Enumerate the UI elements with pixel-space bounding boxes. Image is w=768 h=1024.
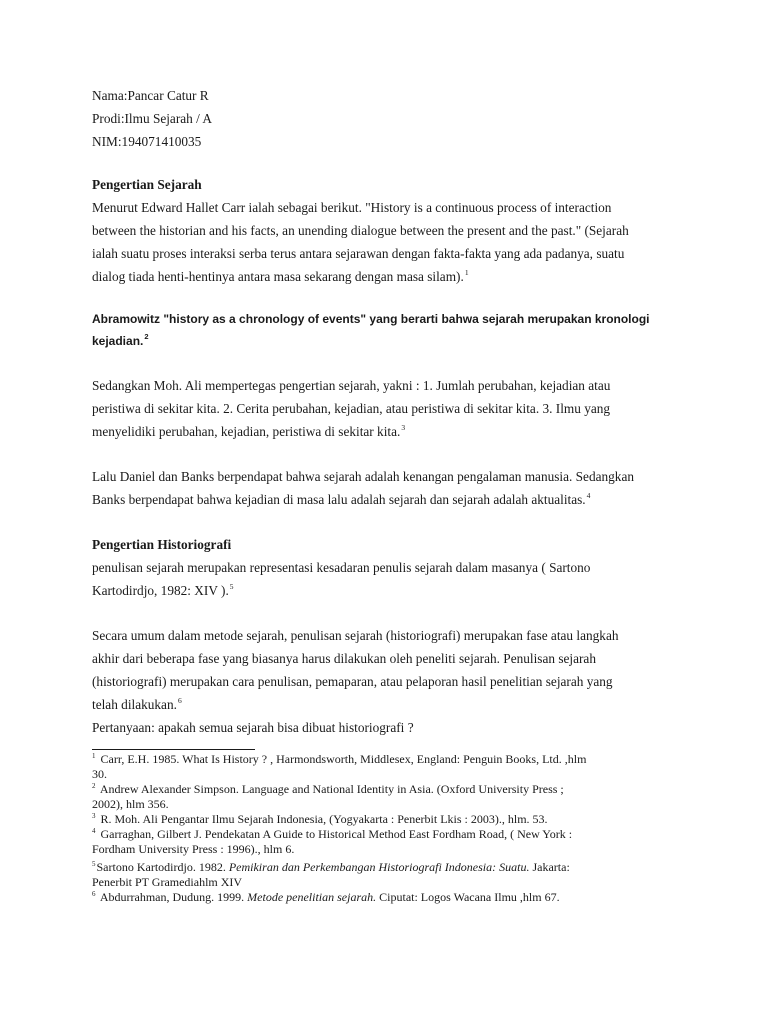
paragraph-line: (historiografi) merupakan cara penulisan, pemaparan, atau pelaporan hasil penelitian sejarah yang bbox=[92, 674, 613, 689]
paragraph-carr bbox=[92, 196, 692, 288]
footnote-separator bbox=[92, 749, 255, 750]
footnote-ref: 4 bbox=[586, 491, 591, 500]
paragraph-line: between the historian and his facts, an unending dialogue between the present and the past." (Sejarah bbox=[92, 223, 629, 238]
footnote-3: $^3$ R. Moh. Ali Pengantar Ilmu Sejarah Indonesia, (Yogyakarta : Penerbit Lkis : 2003)., hlm. 53. bbox=[92, 812, 548, 826]
question-text: Pertanyaan: apakah semua sejarah bisa dibuat historiografi ? bbox=[92, 720, 414, 735]
footnote-ref: 3 bbox=[401, 423, 406, 432]
paragraph-line: kejadian.$^2$ bbox=[92, 332, 149, 348]
paragraph-line: dialog tiada henti-hentinya antara masa sekarang dengan masa silam).$^1$ bbox=[92, 268, 469, 284]
paragraph-line: Banks berpendapat bahwa kejadian di masa lalu adalah sejarah dan sejarah adalah aktualitas.$^4$ bbox=[92, 491, 591, 507]
paragraph-abramowitz bbox=[92, 308, 692, 352]
footnotes bbox=[92, 752, 692, 905]
section-heading-historiografi: Pengertian Historiografi bbox=[92, 537, 232, 552]
student-name: Nama:Pancar Catur R bbox=[92, 88, 209, 103]
paragraph-historiografi-method bbox=[92, 624, 692, 716]
paragraph-line: Menurut Edward Hallet Carr ialah sebagai berikut. "History is a continuous process of interaction bbox=[92, 200, 612, 215]
paragraph-line: Sedangkan Moh. Ali mempertegas pengertian sejarah, yakni : 1. Jumlah perubahan, kejadian atau bbox=[92, 378, 611, 393]
footnote-ref: 5 bbox=[229, 582, 234, 591]
footnote-2: $^2$ Andrew Alexander Simpson. Language and National Identity in Asia. (Oxford University Press ; 2002), hlm 356. bbox=[92, 782, 564, 811]
paragraph-line: Lalu Daniel dan Banks berpendapat bahwa sejarah adalah kenangan pengalaman manusia. Sedangkan bbox=[92, 469, 635, 484]
footnote-ref: 1 bbox=[464, 268, 469, 277]
footnote-6: $^6$ Abdurrahman, Dudung. 1999. Metode penelitian sejarah. Ciputat: Logos Wacana Ilmu ,hlm 67. bbox=[92, 890, 560, 904]
paragraph-daniel-banks bbox=[92, 465, 692, 511]
paragraph-line: telah dilakukan.$^6$ bbox=[92, 696, 182, 712]
paragraph-line: penulisan sejarah merupakan representasi kesadaran penulis sejarah dalam masanya ( Sartono bbox=[92, 560, 591, 575]
footnote-ref: 6 bbox=[177, 696, 182, 705]
section-heading-sejarah: Pengertian Sejarah bbox=[92, 177, 202, 192]
paragraph-line: akhir dari beberapa fase yang biasanya harus dilakukan oleh peneliti sejarah. Penulisan sejarah bbox=[92, 651, 596, 666]
study-program: Prodi:Ilmu Sejarah / A bbox=[92, 111, 213, 126]
paragraph-historiografi-definition bbox=[92, 556, 692, 602]
student-id: NIM:194071410035 bbox=[92, 134, 202, 149]
paragraph-line: Kartodirdjo, 1982: XIV ).$^5$ bbox=[92, 582, 234, 598]
paragraph-line: menyelidiki perubahan, kejadian, peristiwa di sekitar kita.$^3$ bbox=[92, 423, 406, 439]
paragraph-line: Abramowitz "history as a chronology of events" yang berarti bahwa sejarah merupakan kronologi bbox=[92, 312, 650, 326]
footnote-4: $^4$ Garraghan, Gilbert J. Pendekatan A Guide to Historical Method East Fordham Road, ( New York : Fordham University Press : 1996)., hlm 6. bbox=[92, 827, 573, 856]
paragraph-line: Secara umum dalam metode sejarah, penulisan sejarah (historiografi) merupakan fase atau langkah bbox=[92, 628, 619, 643]
footnote-5: $^5$Sartono Kartodirdjo. 1982. Pemikiran dan Perkembangan Historiografi Indonesia: Suatu. Jakarta: Penerbit PT Gramediahlm XIV bbox=[92, 860, 570, 889]
paragraph-moh-ali bbox=[92, 374, 692, 443]
paragraph-line: ialah suatu proses interaksi serba terus antara sejarawan dengan fakta-fakta yang ada padanya, suatu bbox=[92, 246, 625, 261]
footnote-1: $^1$ Carr, E.H. 1985. What Is History ? , Harmondsworth, Middlesex, England: Penguin Books, Ltd. ,hlm 30. bbox=[92, 752, 587, 781]
paragraph-line: peristiwa di sekitar kita. 2. Cerita perubahan, kejadian, atau peristiwa di sekitar kita. 3. Ilmu yang bbox=[92, 401, 611, 416]
document-page bbox=[92, 84, 692, 905]
footnote-ref: 2 bbox=[144, 332, 149, 341]
